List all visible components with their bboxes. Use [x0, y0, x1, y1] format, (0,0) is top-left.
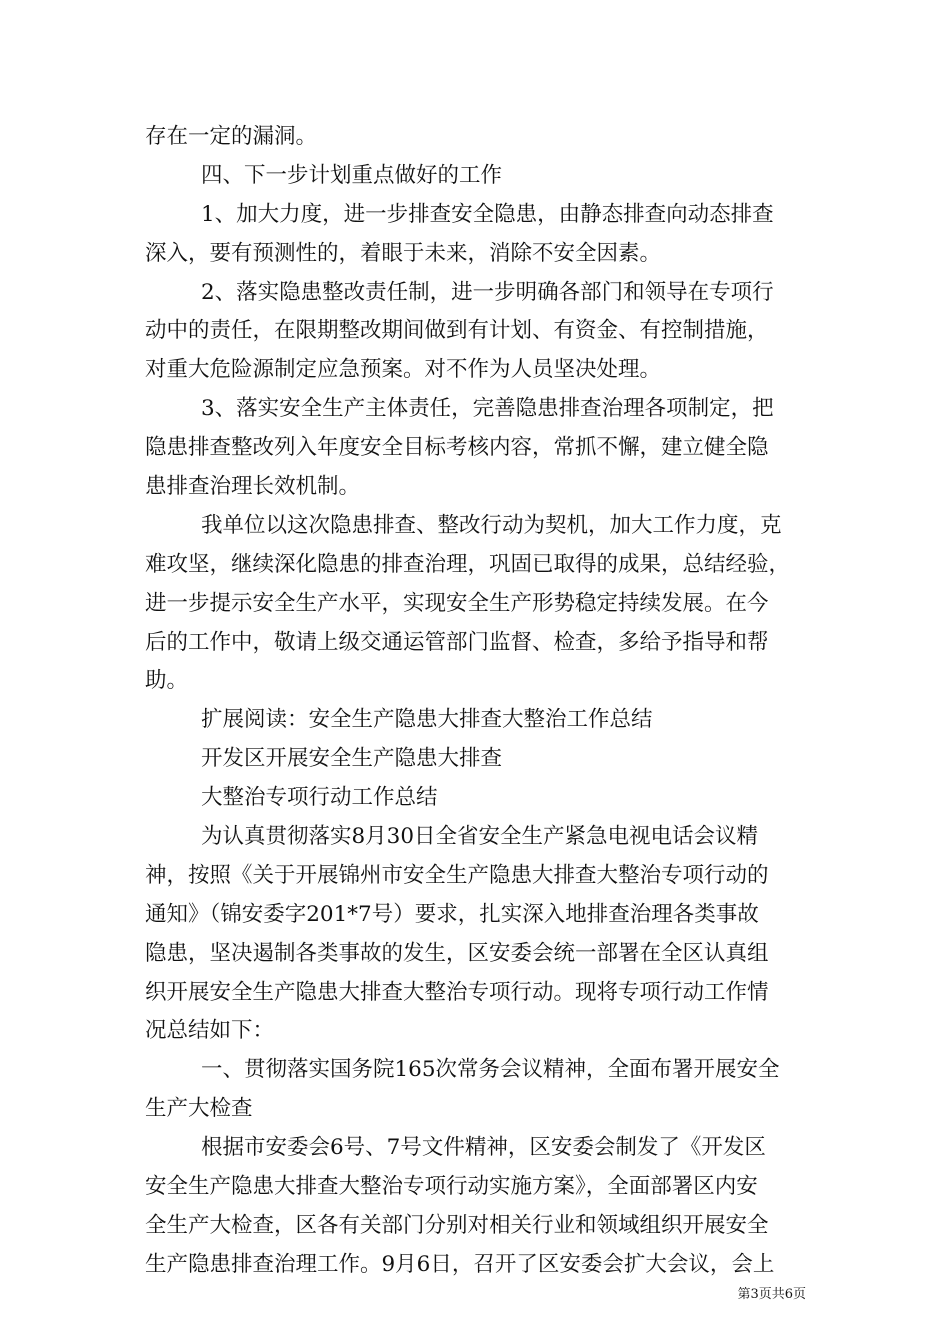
text-line: 1、加大力度，进一步排查安全隐患，由静态排查向动态排查 [201, 201, 774, 227]
text-line: 神，按照《关于开展锦州市安全生产隐患大排查大整治专项行动的 [145, 862, 769, 888]
section-heading: 一、贯彻落实国务院165次常务会议精神，全面布署开展安全 [201, 1057, 780, 1083]
text-line: 动中的责任，在限期整改期间做到有计划、有资金、有控制措施， [145, 318, 769, 344]
text-line: 3、落实安全生产主体责任，完善隐患排查治理各项制定，把 [201, 396, 774, 422]
text-line: 通知》（锦安委字201*7号）要求，扎实深入地排查治理各类事故 [145, 901, 759, 927]
text-line: 根据市安委会6号、7号文件精神，区安委会制发了《开发区 [201, 1135, 766, 1161]
page-number: 第3页共6页 [737, 1287, 806, 1302]
section-heading: 生产大检查 [145, 1096, 253, 1122]
text-line: 助。 [145, 668, 189, 694]
text-line: 患排查治理长效机制。 [145, 474, 361, 500]
extended-reading-heading: 扩展阅读：安全生产隐患大排查大整治工作总结 [201, 707, 653, 733]
text-line: 为认真贯彻落实8月30日全省安全生产紧急电视电话会议精 [201, 824, 759, 850]
text-line: 全生产大检查，区各有关部门分别对相关行业和领域组织开展安全 [145, 1212, 769, 1238]
document-body [145, 118, 815, 1285]
text-line: 隐患，坚决遏制各类事故的发生，区安委会统一部署在全区认真组 [145, 940, 769, 966]
section-heading: 四、下一步计划重点做好的工作 [201, 162, 503, 188]
text-line: 生产隐患排查治理工作。9月6日，召开了区安委会扩大会议，会上 [145, 1251, 775, 1277]
text-line: 况总结如下： [145, 1018, 275, 1044]
text-line: 进一步提示安全生产水平，实现安全生产形势稳定持续发展。在今 [145, 590, 769, 616]
text-line: 安全生产隐患大排查大整治专项行动实施方案》，全面部署区内安 [145, 1174, 758, 1200]
text-line: 我单位以这次隐患排查、整改行动为契机，加大工作力度，克 [201, 512, 782, 538]
text-line: 隐患排查整改列入年度安全目标考核内容，常抓不懈，建立健全隐 [145, 435, 769, 461]
article-title: 大整治专项行动工作总结 [201, 785, 438, 811]
text-line: 难攻坚，继续深化隐患的排查治理，巩固已取得的成果，总结经验， [145, 551, 791, 577]
article-title: 开发区开展安全生产隐患大排查 [201, 746, 503, 772]
text-line: 后的工作中，敬请上级交通运管部门监督、检查，多给予指导和帮 [145, 629, 769, 655]
text-line: 织开展安全生产隐患大排查大整治专项行动。现将专项行动工作情 [145, 979, 769, 1005]
text-line: 存在一定的漏洞。 [145, 124, 318, 149]
text-line: 2、落实隐患整改责任制，进一步明确各部门和领导在专项行 [201, 279, 774, 305]
text-line: 深入，要有预测性的，着眼于未来，消除不安全因素。 [145, 240, 662, 266]
text-line: 对重大危险源制定应急预案。对不作为人员坚决处理。 [145, 357, 662, 383]
